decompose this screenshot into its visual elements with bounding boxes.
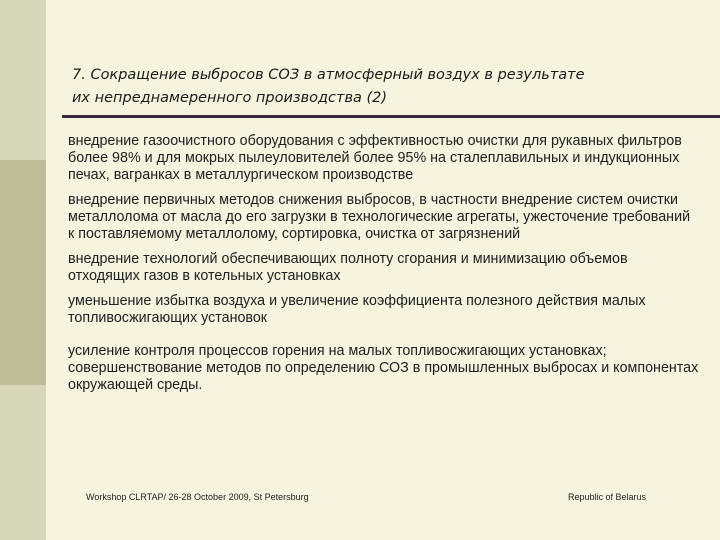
list-item-gas-cleaning: внедрение газоочистного оборудования с эффективностью очистки для рукавных фильтров более 98% и для мокрых пылеуловителей более 95% на сталеплавильных и индукционных печах, вагранках в металлургическом производстве xyxy=(68,133,682,183)
list-item-control: усиление контроля процессов горения на малых топливосжигающих установках; совершенствование методов по определению СОЗ в промышленных выбросах и компонентах окружающей среды. xyxy=(68,343,699,393)
slide-title-line-2: их непреднамеренного производства (2) xyxy=(72,90,388,106)
title-divider xyxy=(62,115,720,118)
list-item-excess-air: уменьшение избытка воздуха и увеличение коэффициента полезного действия малых топливосжигающих установок xyxy=(68,293,646,326)
left-accent-band xyxy=(0,160,46,385)
list-item-primary-methods: внедрение первичных методов снижения выбросов, в частности внедрение систем очистки металлолома от масла до его загрузки в технологические агрегаты, ужесточение требований к поставляемому металлолому, сортировка, очистка от загрязнений xyxy=(68,192,691,242)
footer-country: Republic of Belarus xyxy=(568,492,647,502)
slide-title xyxy=(72,64,682,110)
measures-list xyxy=(68,133,700,394)
footer-workshop: Workshop CLRTAP/ 26-28 October 2009, St Petersburg xyxy=(86,492,309,502)
list-item-combustion: внедрение технологий обеспечивающих полноту сгорания и минимизацию объемов отходящих газов в котельных установках xyxy=(68,251,628,284)
slide-title-line-1: 7. Сокращение выбросов СОЗ в атмосферный воздух в результате xyxy=(72,67,585,83)
